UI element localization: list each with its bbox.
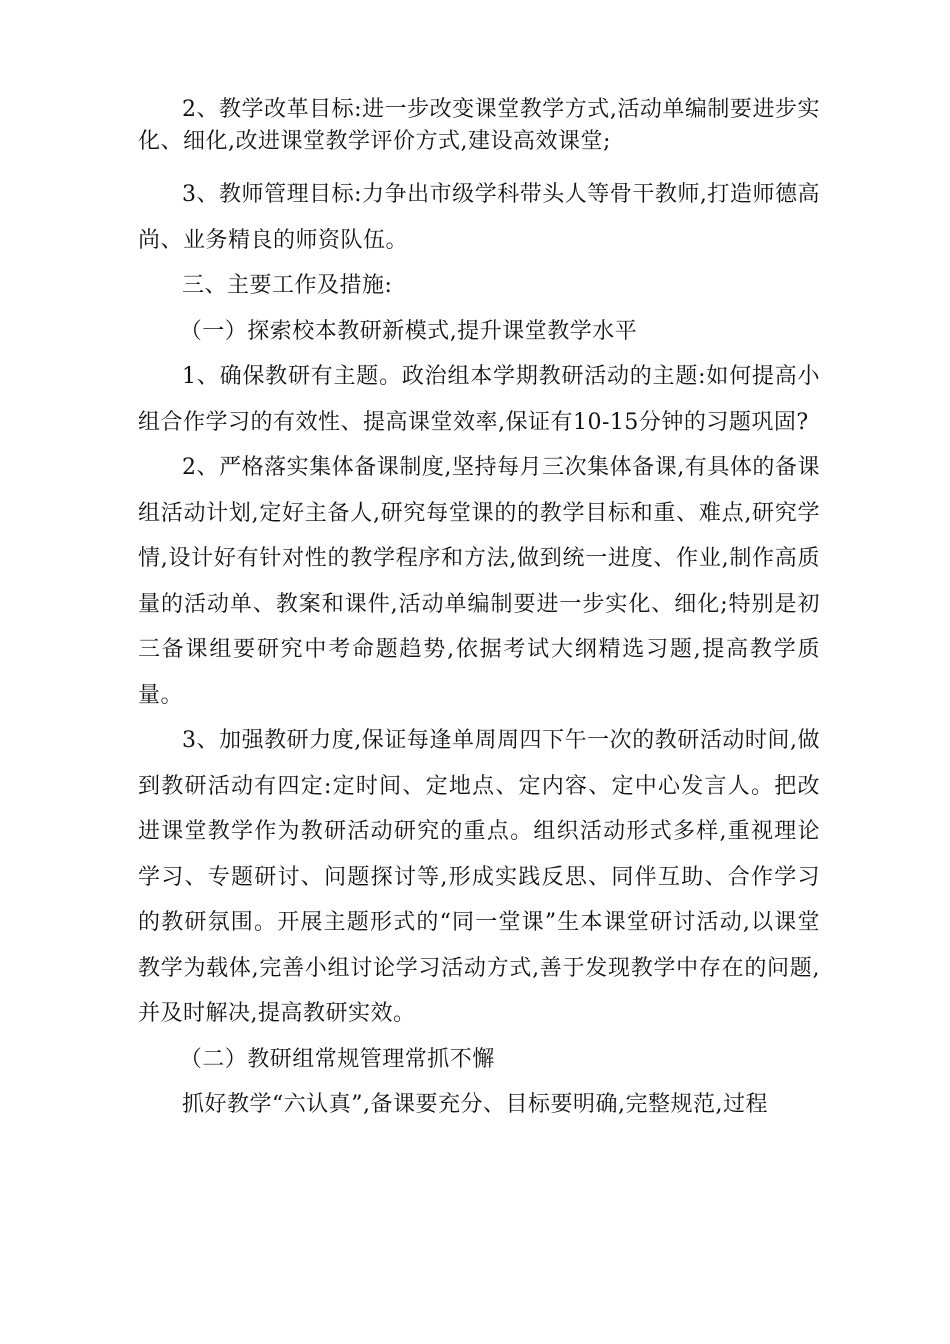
section-heading-3: 三、主要工作及措施: — [182, 273, 393, 298]
paragraph-goal-2: 2、教学改革目标:进一步改变课堂教学方式,活动单编制要进步实化、细化,改进课堂教学评价方式,建设高效课堂; — [138, 97, 820, 154]
paragraph-goal-3: 3、教师管理目标:力争出市级学科带头人等骨干教师,打造师德高尚、业务精良的师资队伍。 — [138, 182, 820, 253]
paragraph-item-2: 2、严格落实集体备课制度,坚持每月三次集体备课,有具体的备课组活动计划,定好主备人,研究每堂课的的教学目标和重、难点,研究学情,设计好有针对性的教学程序和方法,做到统一进度、作业,制作高质量的活动单、教案和课件,活动单编制要进一步实化、细化;特别是初三备课组要研究中考命题趋势,依据考试大纲精选习题,提高教学质量。 — [138, 455, 820, 708]
subsection-heading-2: （二）教研组常规管理常抓不懈 — [179, 1046, 495, 1072]
paragraph-item-3: 3、加强教研力度,保证每逢单周周四下午一次的教研活动时间,做到教研活动有四定:定时间、定地点、定内容、定中心发言人。把改进课堂教学作为教研活动研究的重点。组织活动形式多样,重视理论学习、专题研讨、问题探讨等,形成实践反思、同伴互助、合作学习的教研氛围。开展主题形式的“同一堂课”生本课堂研讨活动,以课堂教学为载体,完善小组讨论学习活动方式,善于发现教学中存在的问题,并及时解决,提高教研实效。 — [138, 728, 820, 1026]
paragraph-item-4: 抓好教学“六认真”,备课要充分、目标要明确,完整规范,过程 — [182, 1092, 768, 1117]
document-page — [138, 94, 820, 1128]
paragraph-item-1: 1、确保教研有主题。政治组本学期教研活动的主题:如何提高小组合作学习的有效性、提高课堂效率,保证有10-15分钟的习题巩固? — [138, 364, 820, 435]
subsection-heading-1: （一）探索校本教研新模式,提升课堂教学水平 — [179, 318, 638, 344]
